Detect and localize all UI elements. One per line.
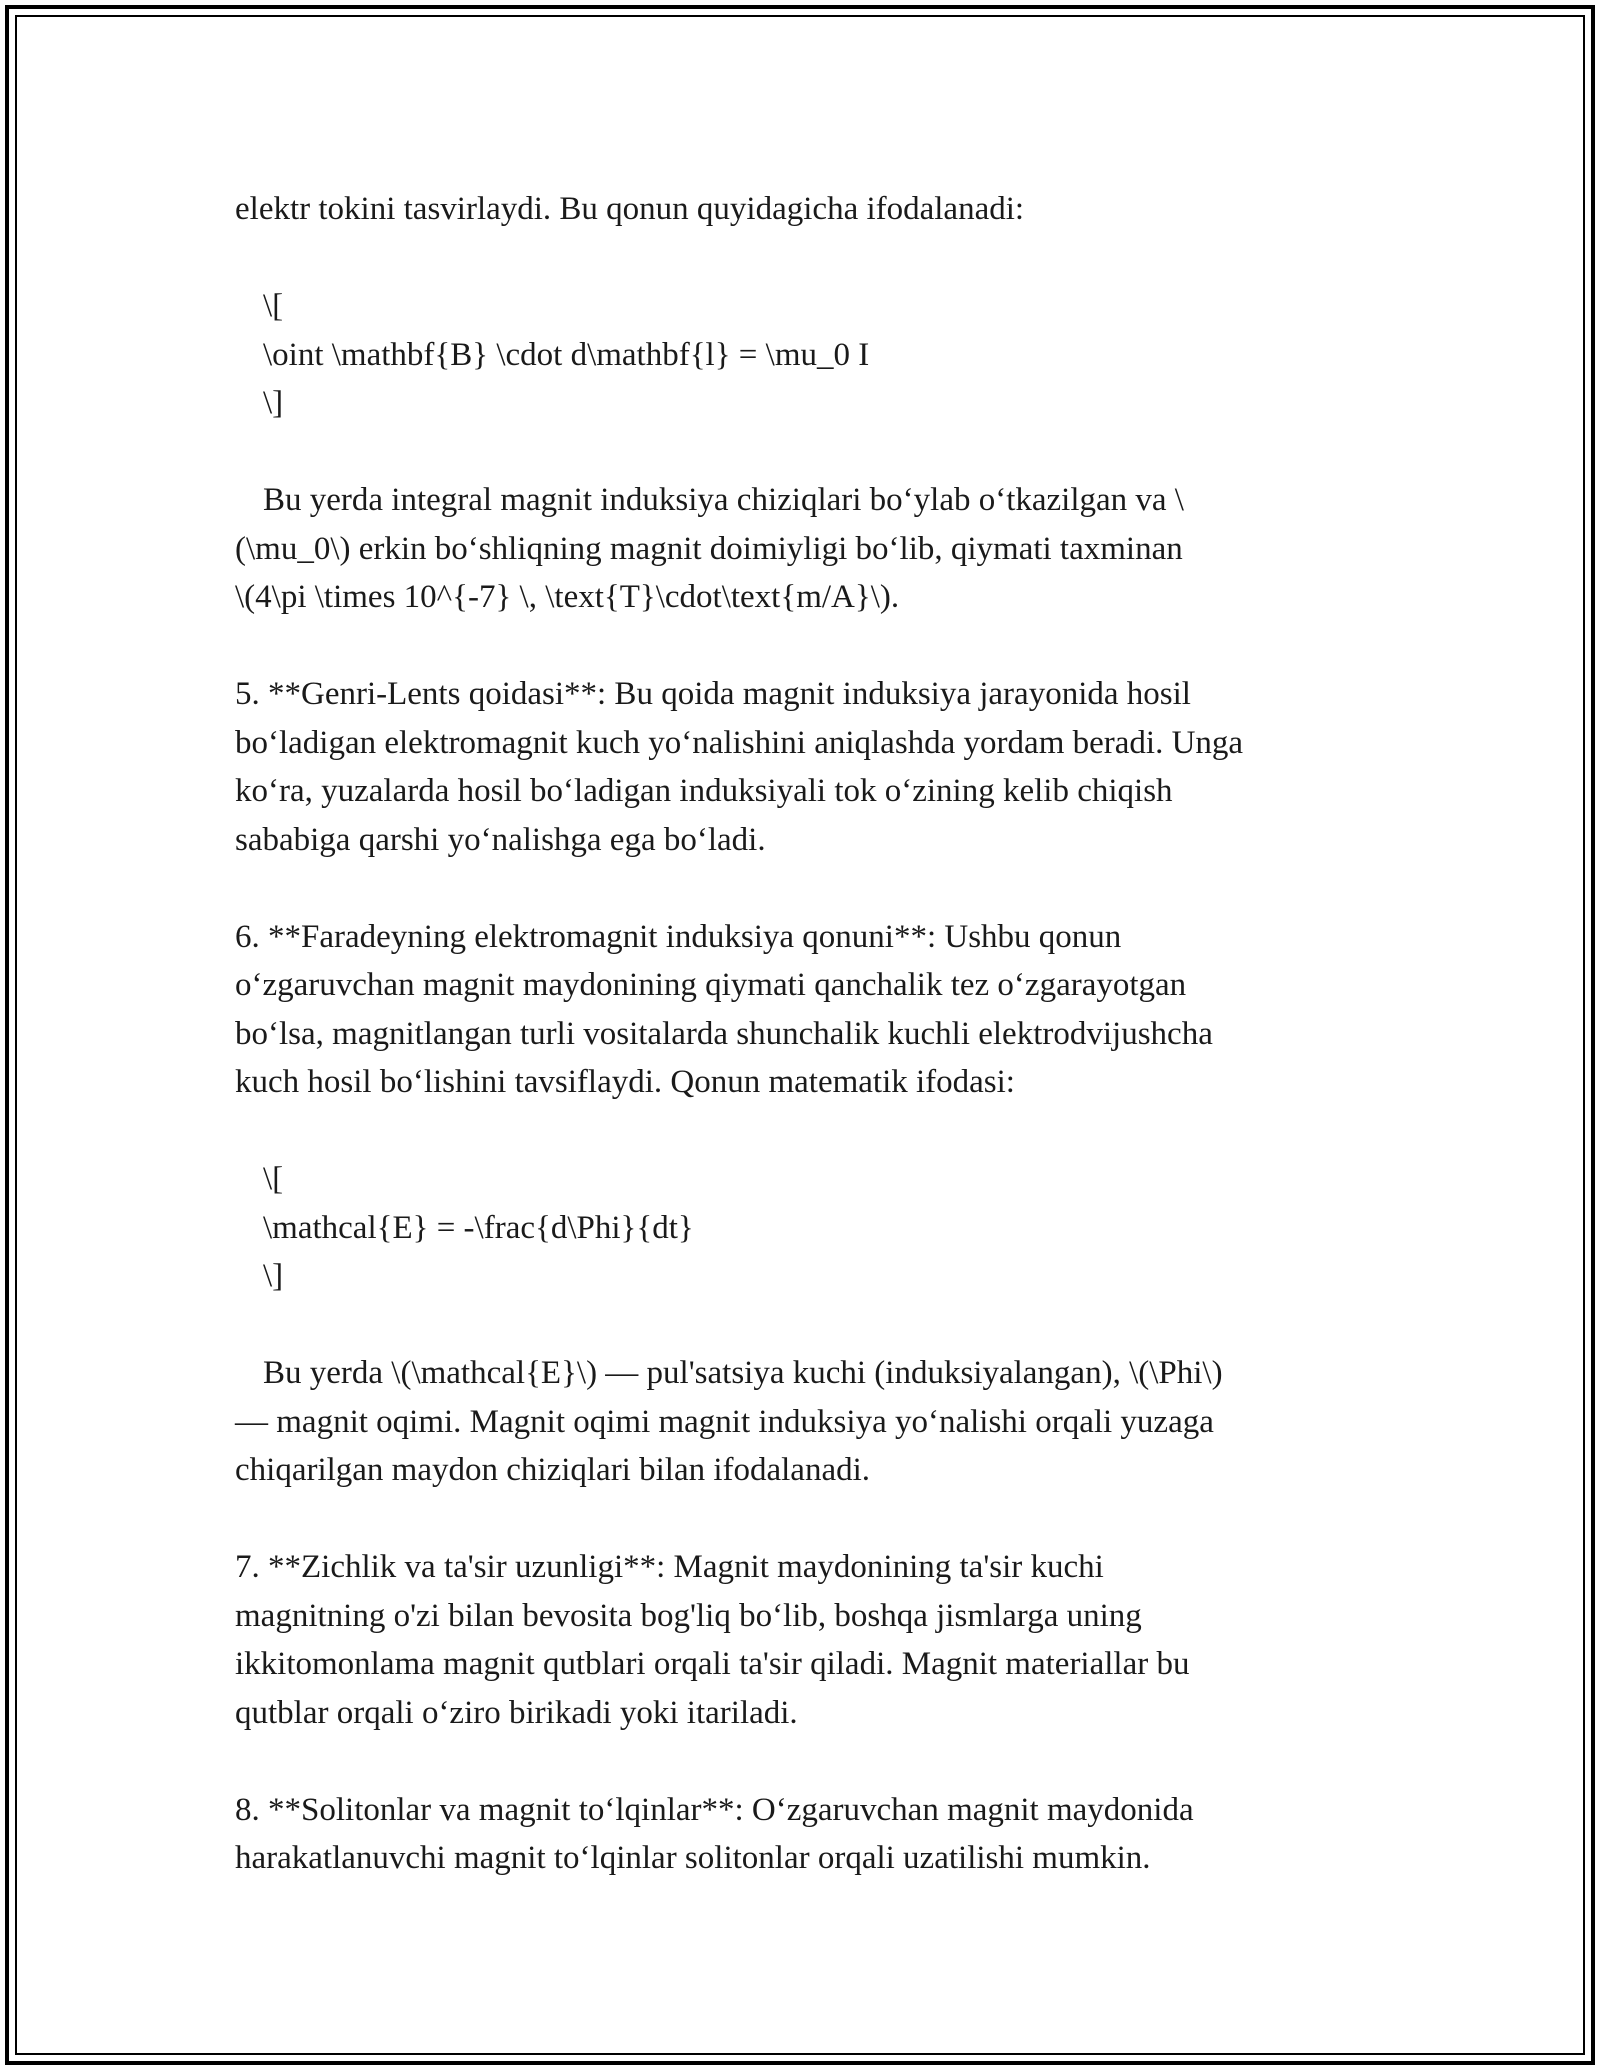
text-line: — magnit oqimi. Magnit oqimi magnit induksiya yo‘nalishi orqali yuzaga	[235, 1403, 1214, 1440]
text-line: 6. **Faradeyning elektromagnit induksiya qonuni**: Ushbu qonun	[235, 918, 1122, 955]
text-line: magnitning o'zi bilan bevosita bog'liq bo‘lib, boshqa jismlarga uning	[235, 1597, 1142, 1634]
text-line: harakatlanuvchi magnit to‘lqinlar solitonlar orqali uzatilishi mumkin.	[235, 1840, 1151, 1876]
blank-line	[235, 1301, 1375, 1350]
blank-line	[235, 1495, 1375, 1544]
blank-line	[235, 1737, 1375, 1786]
text-line: \]	[263, 1258, 284, 1294]
text-line: 8. **Solitonlar va magnit to‘lqinlar**: O‘zgaruvchan magnit maydonida	[235, 1791, 1194, 1828]
blank-line	[235, 234, 1375, 283]
text-line: qutblar orqali o‘ziro birikadi yoki itariladi.	[235, 1694, 798, 1731]
text-line: \]	[263, 385, 284, 421]
text-line: Bu yerda integral magnit induksiya chiziqlari bo‘ylab o‘tkazilgan va \	[263, 482, 1184, 518]
document-body	[235, 185, 1375, 1883]
text-line: kuch hosil bo‘lishini tavsiflaydi. Qonun matematik ifodasi:	[235, 1064, 1015, 1100]
text-line: bo‘ladigan elektromagnit kuch yo‘nalishini aniqlashda yordam beradi. Unga	[235, 724, 1244, 761]
text-line: \oint \mathbf{B} \cdot d\mathbf{l} = \mu_0 I	[263, 336, 870, 373]
blank-line	[235, 428, 1375, 477]
text-line: \mathcal{E} = -\frac{d\Phi}{dt}	[263, 1209, 694, 1246]
text-line: \[	[263, 288, 284, 324]
text-line: 7. **Zichlik va ta'sir uzunligi**: Magnit maydonining ta'sir kuchi	[235, 1549, 1104, 1585]
text-line: \[	[263, 1161, 284, 1197]
text-line: 5. **Genri-Lents qoidasi**: Bu qoida magnit induksiya jarayonida hosil	[235, 676, 1191, 712]
text-line: o‘zgaruvchan magnit maydonining qiymati qanchalik tez o‘zgarayotgan	[235, 967, 1187, 1003]
text-line: \(4\pi \times 10^{-7} \, \text{T}\cdot\text{m/A}\).	[235, 579, 900, 615]
text-line: ikkitomonlama magnit qutblari orqali ta'sir qiladi. Magnit materiallar bu	[235, 1646, 1190, 1682]
blank-line	[235, 1107, 1375, 1156]
text-line: chiqarilgan maydon chiziqlari bilan ifodalanadi.	[235, 1452, 871, 1488]
text-line: bo‘lsa, magnitlangan turli vositalarda shunchalik kuchli elektrodvijushcha	[235, 1015, 1213, 1052]
text-line: sababiga qarshi yo‘nalishga ega bo‘ladi.	[235, 821, 766, 858]
text-line: (\mu_0\) erkin bo‘shliqning magnit doimiyligi bo‘lib, qiymati taxminan	[235, 530, 1183, 567]
blank-line	[235, 622, 1375, 671]
blank-line	[235, 864, 1375, 913]
text-line: ko‘ra, yuzalarda hosil bo‘ladigan induksiyali tok o‘zining kelib chiqish	[235, 773, 1173, 809]
text-line: elektr tokini tasvirlaydi. Bu qonun quyidagicha ifodalanadi:	[235, 191, 1025, 227]
text-line: Bu yerda \(\mathcal{E}\) — pul'satsiya kuchi (induksiyalangan), \(\Phi\)	[263, 1355, 1223, 1391]
